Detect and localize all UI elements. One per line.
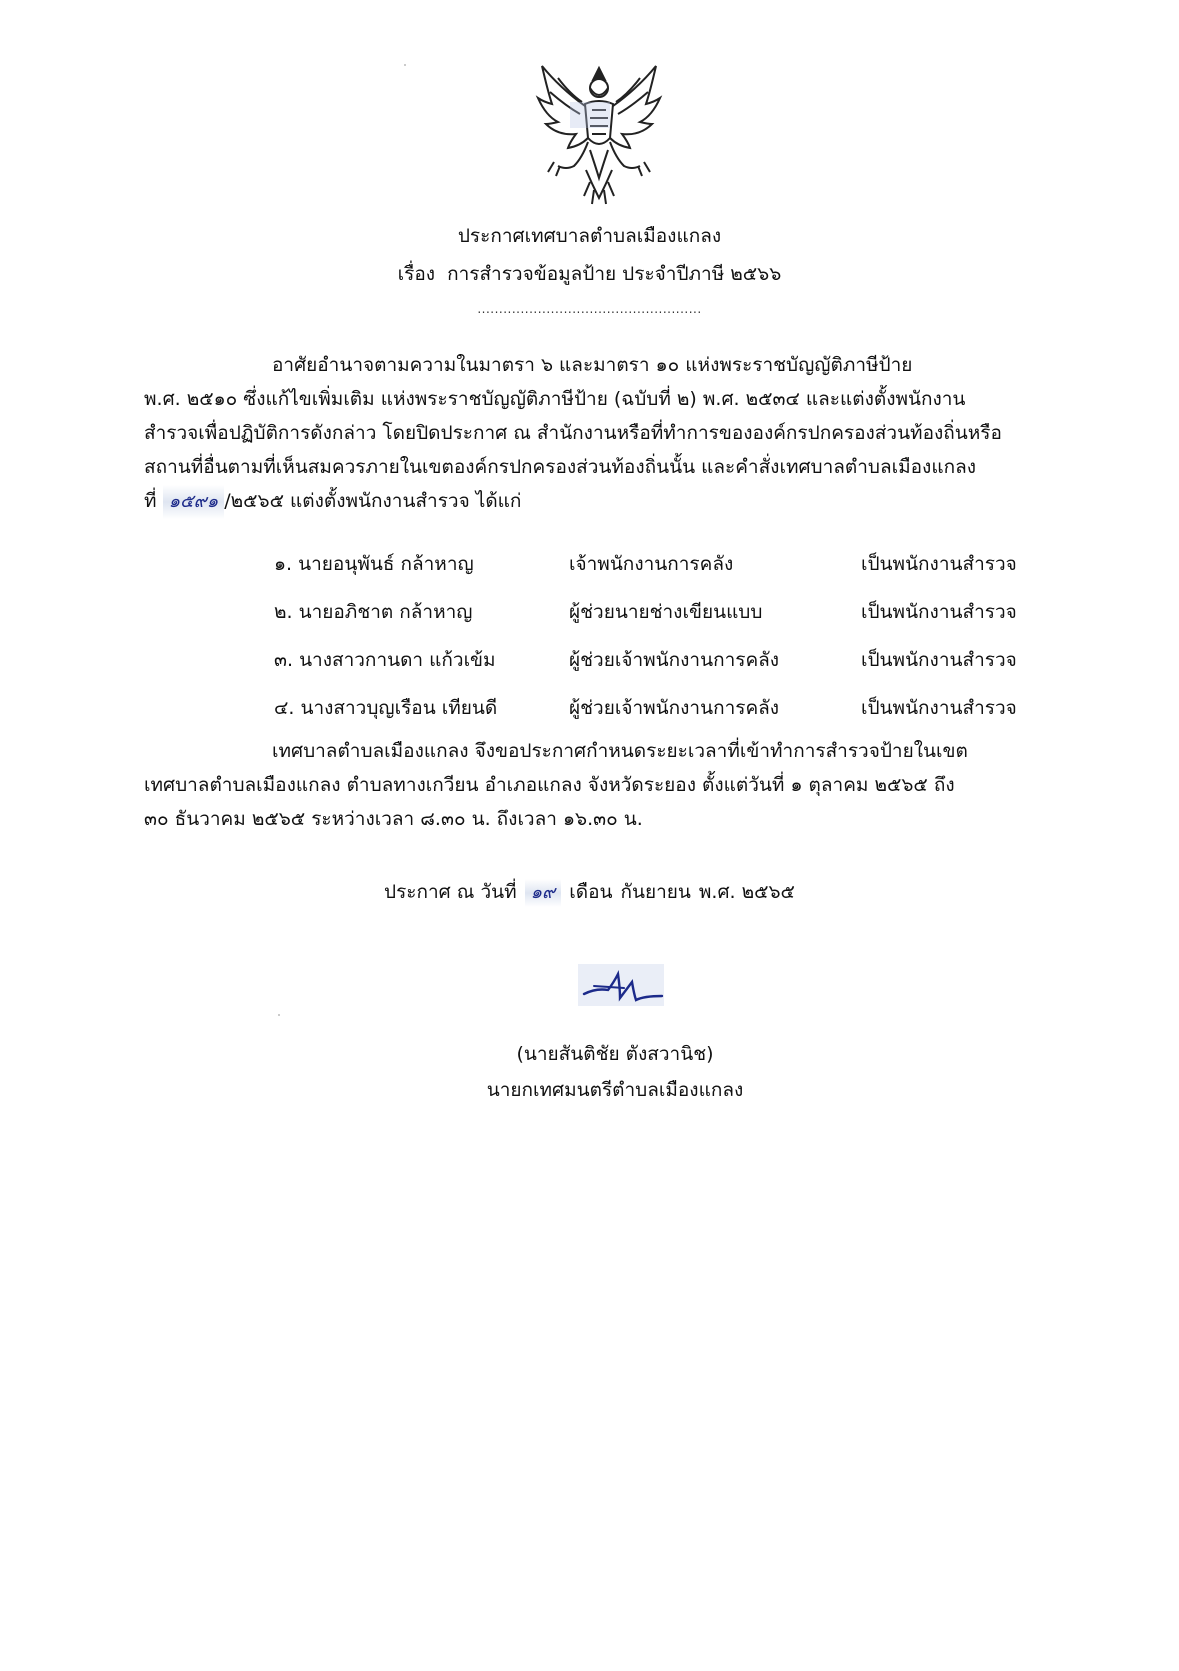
paragraph-line: เทศบาลตำบลเมืองแกลง จึงขอประกาศกำหนดระยะเวลาที่เข้าทำการสำรวจป้ายในเขต bbox=[272, 740, 968, 762]
officer-name: ๔. นางสาวบุญเรือน เทียนดี bbox=[274, 697, 498, 719]
year-value: พ.ศ. ๒๕๖๕ bbox=[698, 881, 795, 903]
paragraph-schedule bbox=[144, 734, 1046, 836]
officer-row bbox=[274, 588, 1034, 636]
dotted-separator: .................................................... bbox=[477, 302, 702, 316]
paragraph-line: พ.ศ. ๒๕๑๐ ซึ่งแก้ไขเพิ่มเติม แห่งพระราชบัญญัติภาษีป้าย (ฉบับที่ ๒) พ.ศ. ๒๕๓๔ และแต่งตั้งพนักงาน bbox=[144, 388, 966, 410]
paragraph-authority bbox=[144, 348, 1046, 519]
order-prefix: ที่ bbox=[144, 490, 157, 512]
officer-role: เป็นพนักงานสำรวจ bbox=[861, 649, 1017, 671]
officer-name: ๑. นายอนุพันธ์ กล้าหาญ bbox=[274, 553, 474, 575]
signer-title: นายกเทศมนตรีตำบลเมืองแกลง bbox=[486, 1079, 744, 1101]
officer-position: เจ้าพนักงานการคลัง bbox=[569, 553, 734, 575]
order-number-handwritten: ๑๕๙๑ bbox=[163, 485, 225, 519]
signer-name: (นายสันติชัย ตังสวานิช) bbox=[516, 1043, 714, 1065]
handwritten-signature-icon bbox=[574, 960, 670, 1010]
announcement-title: ประกาศเทศบาลตำบลเมืองแกลง bbox=[457, 225, 722, 247]
officer-role: เป็นพนักงานสำรวจ bbox=[861, 601, 1017, 623]
announcement-subject bbox=[0, 260, 1179, 288]
paragraph-line: สำรวจเพื่อปฏิบัติการดังกล่าว โดยปิดประกาศ ณ สำนักงานหรือที่ทำการขององค์กรปกครองส่วนท้องถิ่นหรือ bbox=[144, 422, 1002, 444]
officer-role: เป็นพนักงานสำรวจ bbox=[861, 697, 1017, 719]
officer-row bbox=[274, 684, 1034, 732]
paragraph-line bbox=[144, 484, 1046, 519]
scan-speck bbox=[404, 64, 406, 66]
officer-row bbox=[274, 540, 1034, 588]
paragraph-line: อาศัยอำนาจตามความในมาตรา ๖ และมาตรา ๑๐ แห่งพระราชบัญญัติภาษีป้าย bbox=[272, 354, 913, 376]
paragraph-line: ๓๐ ธันวาคม ๒๕๖๕ ระหว่างเวลา ๘.๓๐ น. ถึงเวลา ๑๖.๓๐ น. bbox=[144, 808, 643, 830]
announcement-date bbox=[0, 878, 1179, 907]
officer-position: ผู้ช่วยเจ้าพนักงานการคลัง bbox=[569, 697, 780, 719]
scan-speck bbox=[278, 1014, 280, 1016]
officer-role: เป็นพนักงานสำรวจ bbox=[861, 553, 1017, 575]
paragraph-line: สถานที่อื่นตามที่เห็นสมควรภายในเขตองค์กรปกครองส่วนท้องถิ่นนั้น และคำสั่งเทศบาลตำบลเมืองแกลง bbox=[144, 456, 977, 478]
officer-name: ๓. นางสาวกานดา แก้วเข้ม bbox=[274, 649, 496, 671]
month-value: กันยายน bbox=[620, 881, 691, 903]
subject-label: เรื่อง bbox=[397, 263, 436, 285]
officer-list bbox=[274, 540, 1034, 732]
garuda-emblem-icon bbox=[530, 58, 668, 210]
day-handwritten: ๑๙ bbox=[525, 879, 562, 907]
month-label: เดือน bbox=[569, 881, 613, 903]
order-suffix: /๒๕๖๕ แต่งตั้งพนักงานสำรวจ ได้แก่ bbox=[224, 490, 522, 512]
date-prefix: ประกาศ ณ วันที่ bbox=[384, 881, 517, 903]
paragraph-line: เทศบาลตำบลเมืองแกลง ตำบลทางเกวียน อำเภอแกลง จังหวัดระยอง ตั้งแต่วันที่ ๑ ตุลาคม ๒๕๖๕ ถึง bbox=[144, 774, 955, 796]
officer-name: ๒. นายอภิชาต กล้าหาญ bbox=[274, 601, 473, 623]
officer-position: ผู้ช่วยนายช่างเขียนแบบ bbox=[569, 601, 763, 623]
officer-position: ผู้ช่วยเจ้าพนักงานการคลัง bbox=[569, 649, 780, 671]
subject-text: การสำรวจข้อมูลป้าย ประจำปีภาษี ๒๕๖๖ bbox=[447, 263, 782, 285]
officer-row bbox=[274, 636, 1034, 684]
